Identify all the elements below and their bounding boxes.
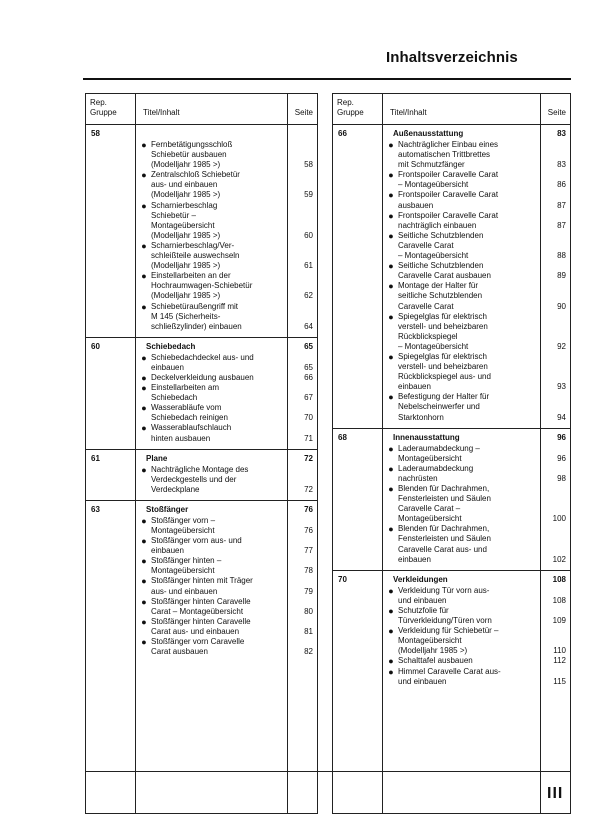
section-page: 83 (557, 129, 566, 138)
section-page: 72 (304, 453, 313, 463)
entry-indent (86, 536, 136, 556)
entry-page: 79 (304, 586, 313, 596)
entry-text: Spiegelglas für elektrisch verstell- und beheizbaren Rückblickspiegel – Montageübersicht (398, 311, 488, 351)
entry-page: 59 (304, 190, 313, 200)
entry-text: Schalttafel ausbauen (398, 656, 473, 666)
entry-text: Stoßfänger hinten Caravelle Carat aus- und einbauen (151, 616, 251, 636)
toc-entry (86, 383, 317, 403)
rep-group-number: 58 (91, 129, 100, 138)
entry-indent (86, 170, 136, 200)
toc-header (333, 94, 570, 125)
entry-indent (333, 656, 383, 666)
entry-text: Stoßfänger vorn – Montageübersicht (151, 515, 216, 535)
entry-page: 62 (304, 291, 313, 301)
bullet-icon: ● (141, 200, 147, 211)
entry-text: Stoßfänger hinten Caravelle Carat – Montageübersicht (151, 596, 251, 616)
toc-column-left (85, 93, 318, 814)
bullet-icon: ● (141, 464, 147, 475)
rep-group-label: Rep. Gruppe (337, 98, 364, 117)
entry-text: Schutzfolie für Türverkleidung/Türen vorn (398, 605, 492, 626)
toc-entry (333, 392, 570, 422)
entry-indent (86, 576, 136, 596)
toc-entry (333, 606, 570, 626)
entry-indent (86, 271, 136, 301)
entry-page: 112 (553, 656, 566, 666)
entry-page: 87 (557, 220, 566, 230)
bullet-icon: ● (141, 301, 147, 312)
toc-entry (86, 170, 317, 200)
section-title: Stoßfänger (146, 504, 189, 514)
entry-text: Scharnierbeschlag/Ver- schleißteile auswechseln (Modelljahr 1985 >) (151, 240, 240, 271)
entry-page: 98 (557, 473, 566, 483)
section-heading (333, 128, 570, 140)
entry-text: Einstellarbeiten an der Hochraumwagen-Schiebetür (Modelljahr 1985 >) (151, 271, 253, 301)
entry-indent (333, 261, 383, 281)
bullet-icon: ● (388, 605, 394, 616)
bottom-rule (85, 771, 571, 772)
section-heading (86, 128, 317, 140)
bullet-icon: ● (141, 170, 147, 181)
bullet-icon: ● (388, 311, 394, 322)
entry-text: Einstellarbeiten am Schiebedach (151, 383, 220, 403)
entry-text: Stoßfänger vorn aus- und einbauen (151, 536, 242, 556)
entry-text: Laderaumabdeckung – Montageübersicht (398, 443, 480, 463)
entry-indent (86, 637, 136, 657)
entry-indent (86, 353, 136, 373)
entry-text: Wasserablaufschlauch hinten ausbauen (151, 423, 232, 443)
entry-page: 93 (557, 382, 566, 392)
toc-entry (86, 201, 317, 241)
entry-text: Verkleidung für Schiebetür – Montageübersicht (Modelljahr 1985 >) (398, 626, 499, 656)
entry-text: Nachträglicher Einbau eines automatischen Trittbrettes mit Schmutzfänger (398, 140, 499, 170)
entry-page: 77 (304, 546, 313, 556)
bullet-icon: ● (141, 240, 147, 251)
rep-group-label: Rep. Gruppe (90, 98, 117, 117)
entry-page: 80 (304, 606, 313, 616)
toc-entry (86, 373, 317, 383)
toc-entry (333, 626, 570, 656)
toc-header (86, 94, 317, 125)
toc-section (86, 338, 317, 450)
section-heading (86, 504, 317, 516)
entry-indent (333, 281, 383, 311)
entry-text: Blenden für Dachrahmen, Fensterleisten und Säulen Caravelle Carat – Montageübersicht (398, 484, 491, 524)
toc-sections (333, 125, 570, 692)
section-title: Außenausstattung (393, 129, 464, 138)
toc-entry (333, 140, 570, 170)
entry-page: 60 (304, 230, 313, 240)
entry-indent (333, 170, 383, 190)
entry-text: Verkleidung Tür vorn aus- und einbauen (398, 585, 490, 605)
toc-entry (333, 656, 570, 666)
entry-page: 64 (304, 321, 313, 331)
section-page: 65 (304, 341, 313, 351)
toc-section (86, 450, 317, 501)
toc-entry (86, 302, 317, 332)
bullet-icon: ● (388, 281, 394, 292)
rep-group-number: 70 (338, 574, 347, 584)
bullet-icon: ● (141, 403, 147, 414)
entry-indent (86, 423, 136, 443)
entry-text: Befestigung der Halter für Nebelscheinwerfer und Starktonhorn (398, 392, 490, 422)
entry-page: 110 (553, 646, 566, 656)
entry-page: 88 (557, 251, 566, 261)
entry-text: Frontspoiler Caravelle Carat ausbauen (398, 190, 499, 210)
entry-page: 102 (552, 554, 566, 564)
entry-text: Frontspoiler Caravelle Carat nachträglich einbauen (398, 210, 499, 230)
bullet-icon: ● (388, 626, 394, 637)
entry-text: Nachträgliche Montage des Verdeckgestells und der Verdeckplane (151, 464, 249, 494)
bullet-icon: ● (141, 423, 147, 434)
entry-text: Stoßfänger vorn Caravelle Carat ausbauen (151, 637, 245, 657)
bullet-icon: ● (388, 392, 394, 403)
bullet-icon: ● (141, 536, 147, 547)
toc-entry (86, 271, 317, 301)
toc-entry (333, 261, 570, 281)
entry-indent (333, 211, 383, 231)
section-heading (86, 453, 317, 465)
entry-indent (333, 444, 383, 464)
entry-indent (333, 464, 383, 484)
bullet-icon: ● (141, 372, 147, 383)
section-page: 76 (304, 504, 313, 514)
section-heading (333, 574, 570, 586)
entry-indent (333, 586, 383, 606)
entry-page: 92 (557, 341, 566, 351)
entry-text: Laderaumabdeckung nachrüsten (398, 463, 474, 483)
rep-group-number: 63 (91, 504, 100, 514)
entry-text: Stoßfänger hinten – Montageübersicht (151, 556, 222, 576)
bullet-icon: ● (388, 656, 394, 667)
entry-indent (333, 667, 383, 687)
bullet-icon: ● (388, 170, 394, 181)
toc-entry (86, 617, 317, 637)
entry-indent (86, 516, 136, 536)
bullet-icon: ● (141, 637, 147, 648)
section-page: 96 (557, 432, 566, 442)
entry-page: 71 (304, 433, 313, 443)
section-title: Verkleidungen (393, 574, 448, 584)
entry-page: 100 (552, 514, 566, 524)
entry-indent (333, 352, 383, 392)
entry-page: 70 (304, 413, 313, 423)
entry-page: 96 (557, 453, 566, 463)
section-heading (86, 341, 317, 353)
toc-entry (86, 576, 317, 596)
bullet-icon: ● (388, 210, 394, 221)
entry-page: 108 (552, 595, 566, 605)
entry-text: Seitliche Schutzblenden Caravelle Carat – Montageübersicht (398, 230, 484, 261)
title-label: Titel/Inhalt (390, 108, 427, 117)
bullet-icon: ● (141, 140, 147, 150)
entry-page: 72 (304, 484, 313, 494)
bullet-icon: ● (388, 351, 394, 362)
toc-column-right (332, 93, 571, 814)
rep-group-number: 61 (91, 453, 100, 463)
bullet-icon: ● (388, 230, 394, 241)
entry-page: 66 (304, 372, 313, 382)
toc-entry (333, 352, 570, 392)
page-label: Seite (294, 108, 313, 117)
toc-entry (86, 556, 317, 576)
toc-entry (333, 464, 570, 484)
title-rule (83, 78, 571, 80)
page-label: Seite (547, 108, 566, 117)
bullet-icon: ● (388, 524, 394, 535)
entry-page: 94 (557, 412, 566, 422)
bullet-icon: ● (141, 576, 147, 587)
entry-page: 81 (304, 626, 313, 636)
bullet-icon: ● (141, 271, 147, 282)
toc-section (86, 125, 317, 338)
entry-indent (333, 626, 383, 656)
bullet-icon: ● (141, 556, 147, 567)
bullet-icon: ● (141, 383, 147, 394)
toc-entry (333, 484, 570, 524)
entry-indent (86, 302, 136, 332)
bullet-icon: ● (388, 463, 394, 474)
entry-text: Blenden für Dachrahmen, Fensterleisten und Säulen Caravelle Carat aus- und einbauen (398, 524, 491, 564)
entry-page: 109 (552, 616, 566, 626)
entry-text: Zentralschloß Schiebetür aus- und einbauen (Modelljahr 1985 >) (151, 170, 240, 200)
bullet-icon: ● (388, 443, 394, 454)
entry-indent (86, 597, 136, 617)
section-title: Innenausstattung (393, 432, 460, 442)
entry-indent (86, 373, 136, 383)
entry-page: 78 (304, 566, 313, 576)
toc-entry (333, 170, 570, 190)
toc-entry (333, 211, 570, 231)
bullet-icon: ● (141, 352, 147, 363)
bullet-icon: ● (388, 666, 394, 677)
rep-group-number: 60 (91, 341, 100, 351)
entry-text: Wasserabläufe vom Schiebedach reinigen (151, 403, 228, 423)
bullet-icon: ● (388, 190, 394, 201)
entry-indent (333, 484, 383, 524)
entry-text: Montage der Halter für seitliche Schutzblenden Caravelle Carat (398, 281, 483, 311)
entry-text: Frontspoiler Caravelle Carat – Montageübersicht (398, 170, 499, 190)
entry-text: Scharnierbeschlag Schiebetür – Montageübersicht (Modelljahr 1985 >) (151, 200, 221, 240)
bullet-icon: ● (141, 596, 147, 607)
bullet-icon: ● (141, 616, 147, 627)
toc-entry (86, 536, 317, 556)
entry-page: 61 (304, 261, 313, 271)
toc-entry (333, 524, 570, 564)
bullet-icon: ● (388, 484, 394, 494)
entry-page: 65 (304, 362, 313, 372)
entry-indent (333, 312, 383, 352)
entry-page: 89 (557, 271, 566, 281)
entry-indent (333, 140, 383, 170)
entry-indent (86, 201, 136, 241)
toc-entry (86, 516, 317, 536)
entry-indent (86, 556, 136, 576)
toc-section (333, 429, 570, 571)
entry-indent (333, 392, 383, 422)
toc-entry (86, 140, 317, 170)
bullet-icon: ● (388, 261, 394, 272)
toc-section (333, 571, 570, 692)
toc-entry (333, 231, 570, 261)
toc-entry (333, 312, 570, 352)
bullet-icon: ● (388, 585, 394, 596)
entry-text: Schiebedachdeckel aus- und einbauen (151, 352, 254, 372)
entry-text: Himmel Caravelle Carat aus- und einbauen (398, 666, 501, 686)
entry-indent (333, 524, 383, 564)
entry-indent (86, 383, 136, 403)
entry-indent (86, 465, 136, 495)
toc-sections (86, 125, 317, 662)
entry-page: 83 (557, 160, 566, 170)
toc-entry (86, 465, 317, 495)
bullet-icon: ● (141, 515, 147, 526)
entry-page: 76 (304, 526, 313, 535)
rep-group-number: 68 (338, 432, 347, 442)
entry-text: Stoßfänger hinten mit Träger aus- und einbauen (151, 576, 253, 596)
entry-indent (86, 241, 136, 271)
entry-page: 87 (557, 200, 566, 210)
toc-entry (86, 637, 317, 657)
toc-section (86, 501, 317, 662)
toc-entry (333, 586, 570, 606)
rep-group-number: 66 (338, 129, 347, 138)
entry-indent (333, 606, 383, 626)
toc-entry (86, 241, 317, 271)
entry-indent (86, 403, 136, 423)
entry-page: 58 (304, 160, 313, 170)
page-title: Inhaltsverzeichnis (386, 49, 518, 66)
toc-entry (86, 353, 317, 373)
toc-entry (86, 597, 317, 617)
entry-text: Fernbetätigungsschloß Schiebetür ausbauen (Modelljahr 1985 >) (151, 140, 233, 170)
entry-indent (86, 140, 136, 170)
entry-text: Seitliche Schutzblenden Caravelle Carat ausbauen (398, 261, 491, 281)
section-heading (333, 432, 570, 444)
entry-text: Schiebetüraußengriff mit M 145 (Sicherheits- schließzylinder) einbauen (151, 301, 242, 331)
entry-indent (333, 231, 383, 261)
page-number: III (547, 785, 564, 802)
entry-page: 115 (553, 676, 566, 686)
section-title: Plane (146, 453, 168, 463)
entry-page: 67 (304, 393, 313, 403)
toc-section (333, 125, 570, 429)
toc-entry (333, 667, 570, 687)
toc-entry (333, 281, 570, 311)
section-page: 108 (552, 574, 566, 584)
entry-page: 86 (557, 180, 566, 190)
toc-entry (333, 444, 570, 464)
section-title: Schiebedach (146, 341, 196, 351)
toc-entry (333, 190, 570, 210)
entry-indent (86, 617, 136, 637)
bullet-icon: ● (388, 140, 394, 150)
entry-indent (333, 190, 383, 210)
entry-page: 82 (304, 647, 313, 657)
title-label: Titel/Inhalt (143, 108, 180, 117)
entry-text: Deckelverkleidung ausbauen (151, 372, 254, 382)
toc-entry (86, 423, 317, 443)
entry-page: 90 (557, 301, 566, 311)
entry-text: Spiegelglas für elektrisch verstell- und beheizbaren Rückblickspiegel aus- und einbauen (398, 351, 491, 392)
toc-entry (86, 403, 317, 423)
